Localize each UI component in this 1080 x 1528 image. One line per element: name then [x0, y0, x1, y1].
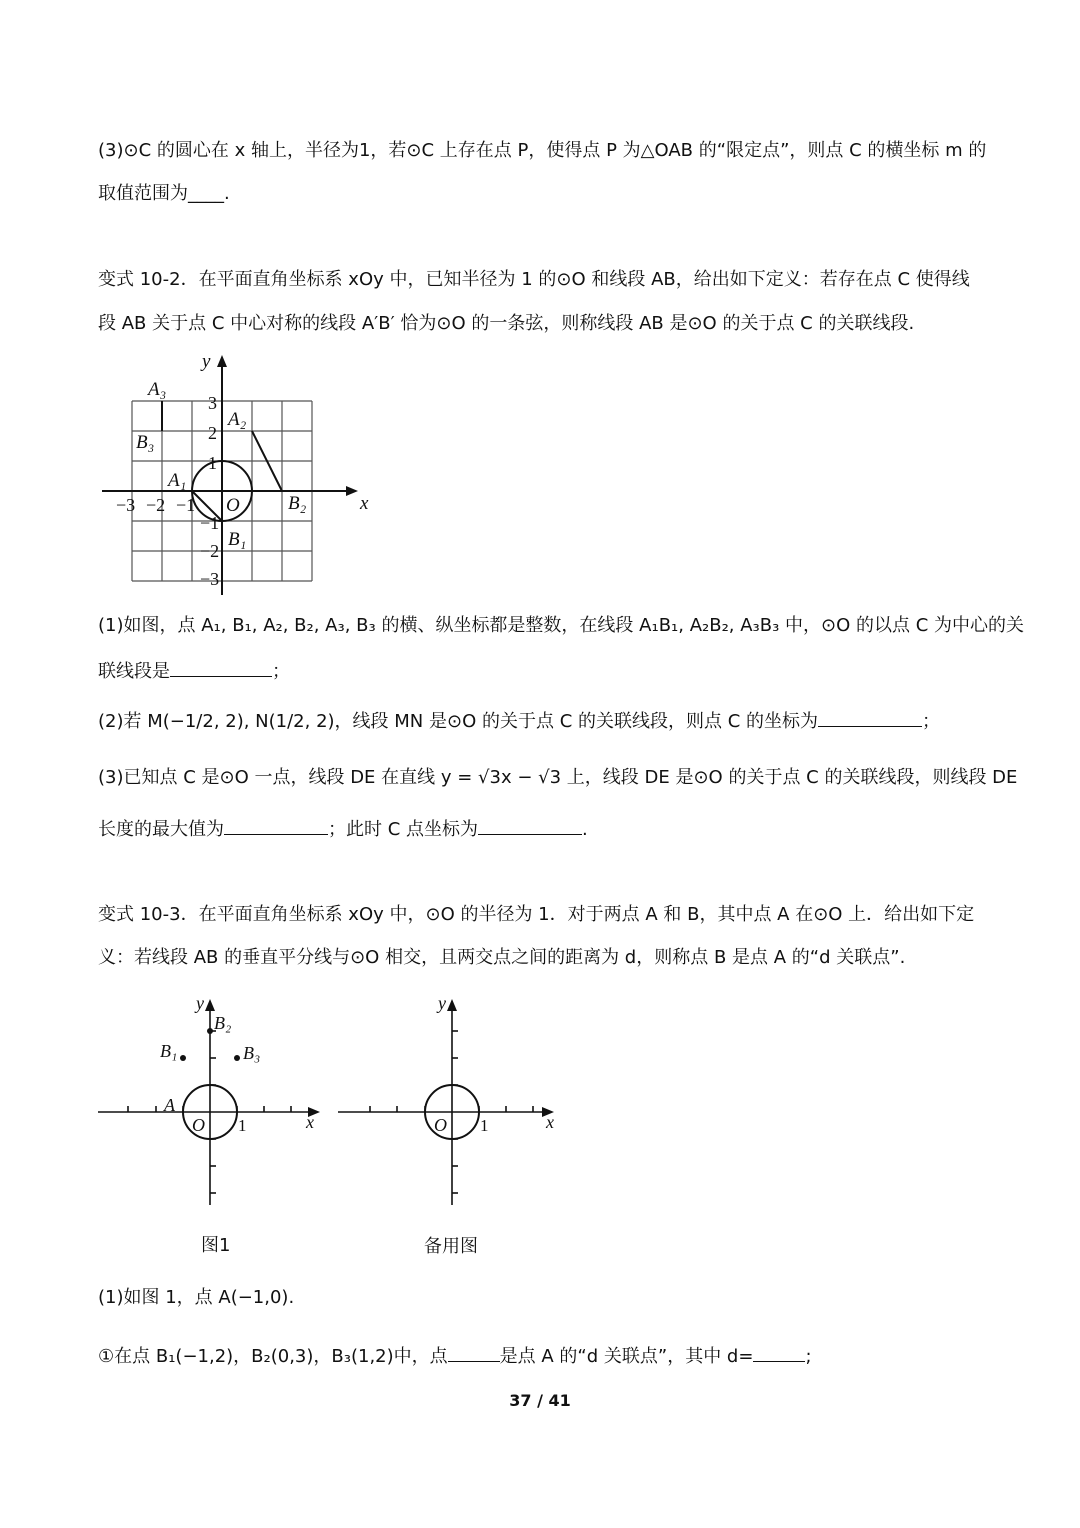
answer-blank	[224, 816, 328, 835]
axis-y-label: y	[196, 993, 204, 1013]
backup-figure	[338, 995, 568, 1215]
label-B1: B₁	[228, 529, 247, 550]
label-B3: B₃	[243, 1043, 261, 1063]
tick-y-neg1: −1	[200, 513, 220, 533]
label-A1: A₁	[168, 470, 187, 491]
tick-y-2: 2	[208, 423, 217, 443]
origin-label: O	[226, 495, 240, 516]
v103-line1: 变式 10-3．在平面直角坐标系 xOy 中，⊙O 的半径为 1．对于两点 A 和 B，其中点 A 在⊙O 上．给出如下定	[98, 904, 975, 925]
axis-y-label: y	[438, 993, 446, 1013]
point-B2	[207, 1028, 213, 1034]
backup-figure-caption: 备用图	[424, 1236, 478, 1257]
answer-blank	[753, 1343, 805, 1362]
v102-q1-line2: 联线段是 ；	[98, 658, 290, 684]
v102-q3-line1: (3)已知点 C 是⊙O 一点，线段 DE 在直线 y = √3x − √3 上，线段 DE 是⊙O 的关于点 C 的关联线段，则线段 DE	[98, 767, 1018, 788]
y-arrow	[217, 355, 227, 367]
v103-line2: 义：若线段 AB 的垂直平分线与⊙O 相交，且两交点之间的距离为 d，则称点 B 是点 A 的“d 关联点”.	[98, 947, 906, 968]
tick-y-neg2: −2	[200, 541, 220, 561]
answer-blank	[170, 658, 272, 677]
label-A: A	[164, 1095, 175, 1115]
tick-y-3: 3	[208, 393, 217, 413]
point-B3	[234, 1055, 240, 1061]
origin-label: O	[192, 1115, 205, 1135]
x-arrow	[346, 486, 358, 496]
page-number: 37 / 41	[509, 1391, 571, 1410]
axes	[102, 361, 352, 595]
label-B2: B₂	[214, 1013, 232, 1033]
origin-label: O	[434, 1115, 447, 1135]
answer-blank	[818, 708, 922, 727]
point-B1	[180, 1055, 186, 1061]
v103-q1: (1)如图 1，点 A(−1,0).	[98, 1287, 295, 1308]
axis-x-label: x	[360, 493, 369, 514]
label-A2: A₂	[228, 409, 247, 430]
v102-q2: (2)若 M(−1/2, 2), N(1/2, 2)，线段 MN 是⊙O 的关于点 C 的关联线段，则点 C 的坐标为 ；	[98, 708, 940, 734]
v102-q3-line2: 长度的最大值为 ；此时 C 点坐标为 .	[98, 816, 588, 842]
tick-x-neg3: −3	[116, 495, 136, 515]
tick-label-1: 1	[238, 1116, 247, 1135]
figure-1	[98, 995, 328, 1215]
part3-line1: (3)⊙C 的圆心在 x 轴上，半径为1，若⊙C 上存在点 P，使得点 P 为△OAB 的“限定点”，则点 C 的横坐标 m 的	[98, 140, 987, 161]
axis-y-label: y	[202, 351, 211, 372]
tick-x-neg1: −1	[176, 495, 196, 515]
v103-q1a: ①在点 B₁(−1,2)，B₂(0,3)，B₃(1,2)中，点 是点 A 的“d 关联点”，其中 d= ;	[98, 1343, 812, 1369]
axis-x-label: x	[546, 1112, 554, 1132]
tick-x-neg2: −2	[146, 495, 166, 515]
label-B1: B₁	[160, 1041, 178, 1061]
axis-x-label: x	[306, 1112, 314, 1132]
v102-line2: 段 AB 关于点 C 中心对称的线段 A′B′ 恰为⊙O 的一条弦，则称线段 AB 是⊙O 的关于点 C 的关联线段.	[98, 313, 915, 334]
figure-1-caption: 图1	[201, 1235, 231, 1256]
answer-blank	[448, 1343, 500, 1362]
label-A3: A₃	[148, 379, 167, 400]
tick-label-1: 1	[480, 1116, 489, 1135]
label-B3: B₃	[136, 432, 155, 453]
tick-y-neg3: −3	[200, 569, 220, 589]
tick-y-1: 1	[208, 453, 217, 473]
grid-figure-10-2	[98, 345, 378, 605]
label-B2: B₂	[288, 493, 307, 514]
v102-line1: 变式 10-2．在平面直角坐标系 xOy 中，已知半径为 1 的⊙O 和线段 AB，给出如下定义：若存在点 C 使得线	[98, 269, 970, 290]
v102-q1-line1: (1)如图，点 A₁, B₁, A₂, B₂, A₃, B₃ 的横、纵坐标都是整数，在线段 A₁B₁, A₂B₂, A₃B₃ 中，⊙O 的以点 C 为中心的关	[98, 615, 1025, 636]
part3-line2: 取值范围为____.	[98, 183, 230, 204]
answer-blank	[478, 816, 582, 835]
